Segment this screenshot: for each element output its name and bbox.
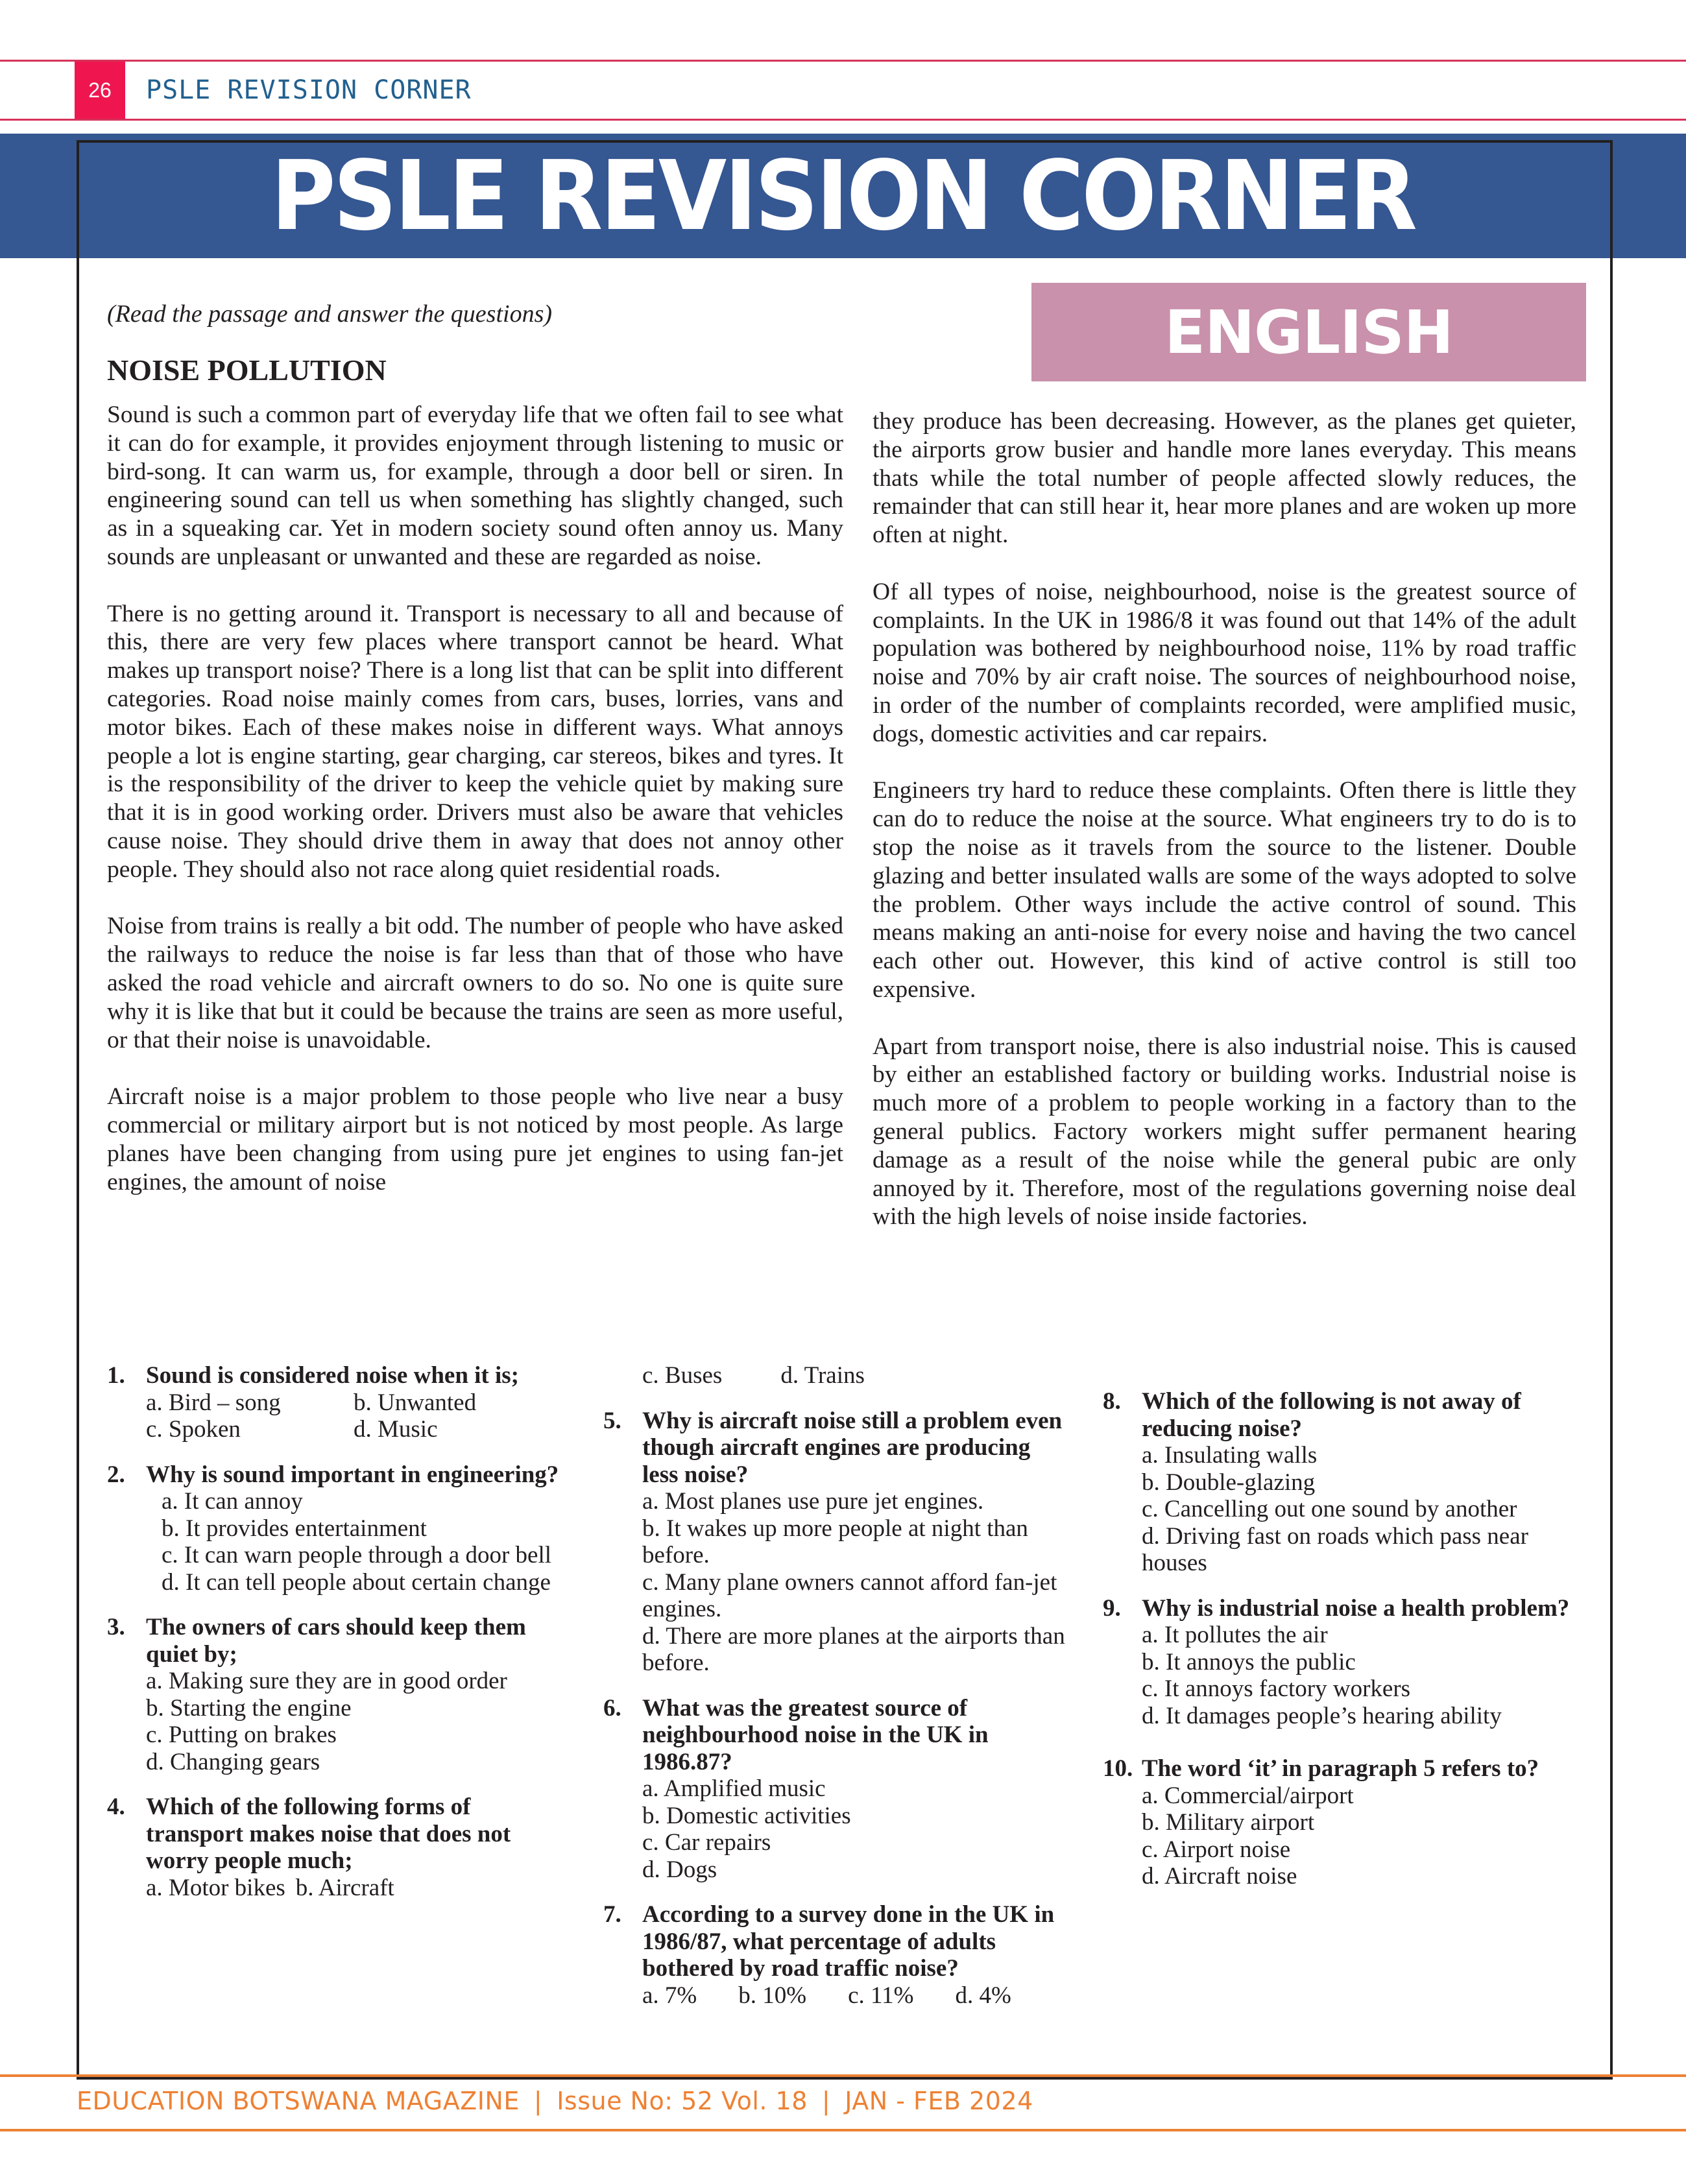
answer-option: a. It can annoy — [162, 1488, 303, 1515]
answer-options — [146, 1875, 561, 1902]
answer-option: b. Aircraft — [295, 1874, 394, 1901]
question-number: 7. — [603, 1901, 621, 1928]
question-10 — [1103, 1755, 1583, 1890]
question-7 — [603, 1901, 1070, 2009]
answer-option: a. Commercial/airport — [1142, 1782, 1354, 1809]
answer-option: a. Making sure they are in good order — [146, 1668, 507, 1694]
answer-option: b. 10% — [738, 1982, 807, 2009]
answer-option: a. Motor bikes — [146, 1874, 285, 1901]
footer-date: JAN - FEB 2024 — [845, 2087, 1033, 2115]
answer-option: d. Music — [354, 1416, 438, 1443]
footer-issue: Issue No: 52 Vol. 18 — [557, 2087, 808, 2115]
footer — [77, 2074, 1033, 2128]
question-stem: Which of the following forms of transport makes noise that does not worry people much; — [146, 1794, 511, 1874]
passage-paragraph: they produce has been decreasing. However, as the planes get quieter, the airports grow busier and handle more lanes everyday. This means thats while the total number of people affected slowly reduces, the remainder that can still hear it, hear more planes and are woken up more often at night. — [873, 408, 1576, 549]
question-number: 2. — [107, 1461, 125, 1488]
answer-option: a. Most planes use pure jet engines. — [642, 1488, 984, 1515]
answer-option: d. Trains — [780, 1362, 865, 1389]
answer-option: c. Car repairs — [642, 1829, 771, 1856]
question-number: 1. — [107, 1362, 125, 1389]
question-number: 4. — [107, 1794, 125, 1820]
answer-option: b. It provides entertainment — [162, 1515, 427, 1542]
question-8 — [1103, 1388, 1583, 1577]
passage-paragraph: Noise from trains is really a bit odd. The number of people who have asked the railways to reduce the noise is far less than that of those who have asked the road vehicle and aircraft owners to do so. No one is quite sure why it is like that but it could be because the trains are seen as more useful, or that their noise is unavoidable. — [107, 913, 843, 1053]
footer-rule-bottom — [0, 2129, 1686, 2131]
answer-option: a. It pollutes the air — [1142, 1622, 1328, 1648]
question-number: 5. — [603, 1407, 621, 1434]
question-9 — [1103, 1595, 1583, 1730]
answer-option: d. 4% — [955, 1982, 1011, 2009]
answer-options — [146, 1488, 561, 1596]
answer-options — [146, 1668, 561, 1775]
question-2 — [107, 1461, 561, 1596]
passage-paragraph: Aircraft noise is a major problem to those people who live near a busy commercial or military airport but is not noticed by most people. As large planes have been changing from using pure jet engines to using fan-jet engines, the amount of noise — [107, 1083, 843, 1195]
question-4-continued — [603, 1362, 1070, 1389]
answer-option: c. It can warn people through a door bell — [162, 1542, 552, 1568]
question-stem: According to a survey done in the UK in 1986/87, what percentage of adults bothered by road traffic noise? — [642, 1901, 1055, 1982]
question-number: 10. — [1103, 1755, 1133, 1782]
section-banner — [0, 134, 1686, 258]
answer-option: a. Insulating walls — [1142, 1442, 1318, 1469]
answer-option: d. There are more planes at the airports than before. — [642, 1622, 1065, 1676]
answer-options — [1142, 1622, 1583, 1729]
passage-column-left — [107, 401, 843, 1225]
answer-option: d. It damages people’s hearing ability — [1142, 1702, 1502, 1729]
answer-options — [642, 1982, 1070, 2010]
passage-paragraph: Of all types of noise, neighbourhood, noise is the greatest source of complaints. In the UK in 1986/8 it was found out that 14% of the adult population was bothered by neighbourhood noise, 11% by road traffic noise and 70% by air craft noise. The sources of neighbourhood noise, in order of the number of complaints recorded, were amplified music, dogs, domestic activities and car repairs. — [873, 578, 1576, 747]
question-number: 6. — [603, 1694, 621, 1722]
question-stem: The word ‘it’ in paragraph 5 refers to? — [1142, 1755, 1539, 1782]
answer-option: c. Spoken — [146, 1416, 241, 1443]
instruction-text: (Read the passage and answer the questions) — [107, 300, 553, 328]
question-6 — [603, 1695, 1070, 1884]
passage-paragraph: Engineers try hard to reduce these complaints. Often there is little they can do to reduce the noise at the source. What engineers try to do is to stop the noise as it travels from the source to the listener. Double glazing and better insulated walls are some of the ways adopted to solve the problem. Other ways include the active control of sound. This means making an anti-noise for every noise and having the two cancel each other out. However, this kind of active control is still too expensive. — [873, 777, 1576, 1003]
answer-option: b. Double-glazing — [1142, 1469, 1316, 1496]
questions-column-1 — [107, 1362, 561, 1919]
question-number: 8. — [1103, 1388, 1121, 1415]
answer-options — [1142, 1782, 1583, 1890]
passage-paragraph: There is no getting around it. Transport is necessary to all and because of this, there are very few places where transport cannot be heard. What makes up transport noise? There is a long list that can be split into different categories. Road noise mainly comes from cars, buses, lorries, vans and motor bikes. Each of these makes noise in different ways. What annoys people a lot is engine starting, gear charging, car stereos, bikes and tyres. It is the responsibility of the driver to keep the vehicle quiet by making sure that it is in good working order. Drivers must also be aware that vehicles cause noise. They should drive them in away that does not annoy other people. They should also not race along quiet residential roads. — [107, 600, 843, 883]
footer-separator: | — [821, 2087, 831, 2115]
passage-column-right — [873, 407, 1576, 1260]
answer-option: d. Dogs — [642, 1856, 717, 1883]
answer-options — [146, 1389, 561, 1443]
answer-options — [642, 1362, 1070, 1389]
page-number: 26 — [75, 62, 125, 119]
passage-paragraph: Apart from transport noise, there is also industrial noise. This is caused by either an established factory or building works. Industrial noise is much more of a problem to people working in a factory than to the general publics. Factory workers might suffer permanent hearing damage as a result of the noise while the general pubic are only annoyed by it. Therefore, most of the regulations governing noise deal with the high levels of noise inside factories. — [873, 1033, 1576, 1230]
answer-option: c. It annoys factory workers — [1142, 1675, 1411, 1702]
questions-column-2 — [603, 1362, 1070, 2027]
question-number: 9. — [1103, 1594, 1121, 1622]
question-number: 3. — [107, 1614, 125, 1640]
question-stem: Why is industrial noise a health problem? — [1142, 1594, 1570, 1622]
answer-option: a. 7% — [642, 1982, 697, 2009]
answer-option: b. It wakes up more people at night than before. — [642, 1515, 1028, 1568]
footer-separator: | — [533, 2087, 543, 2115]
answer-option: b. Unwanted — [354, 1389, 477, 1416]
answer-option: c. Buses — [642, 1362, 723, 1389]
question-stem: The owners of cars should keep them quiet by; — [146, 1614, 526, 1668]
passage-paragraph: Sound is such a common part of everyday life that we often fail to see what it can do for example, it provides enjoyment through listening to music or bird-song. It can warm us, for example, through a door bell or siren. In engineering sound can tell us when something has slightly changed, such as in a squeaking car. Yet in modern society sound often annoy us. Many sounds are unpleasant or unwanted and these are regarded as noise. — [107, 402, 843, 570]
answer-option: b. It annoys the public — [1142, 1648, 1356, 1675]
answer-option: a. Amplified music — [642, 1775, 826, 1802]
answer-options — [642, 1775, 1070, 1883]
question-1 — [107, 1362, 561, 1443]
subject-tag: ENGLISH — [1031, 283, 1586, 381]
answer-option: d. Driving fast on roads which pass near houses — [1142, 1522, 1528, 1576]
answer-option: c. Putting on brakes — [146, 1722, 337, 1748]
question-stem: Why is aircraft noise still a problem even though aircraft engines are producing less noise? — [642, 1407, 1063, 1488]
answer-option: d. Changing gears — [146, 1748, 320, 1775]
answer-option: d. It can tell people about certain change — [162, 1568, 551, 1596]
answer-option: b. Military airport — [1142, 1809, 1315, 1836]
article-title: NOISE POLLUTION — [107, 354, 387, 387]
answer-option: c. Cancelling out one sound by another — [1142, 1496, 1517, 1522]
answer-option: d. Aircraft noise — [1142, 1863, 1297, 1890]
running-section-title: PSLE REVISION CORNER — [146, 75, 472, 105]
answer-options — [642, 1488, 1070, 1677]
question-stem: Why is sound important in engineering? — [146, 1461, 559, 1488]
banner-title: PSLE REVISION CORNER — [271, 140, 1415, 252]
answer-options — [1142, 1442, 1583, 1577]
answer-option: c. Airport noise — [1142, 1836, 1291, 1863]
footer-magazine-name: EDUCATION BOTSWANA MAGAZINE — [77, 2087, 520, 2115]
answer-option: a. Bird – song — [146, 1389, 281, 1416]
question-stem: Sound is considered noise when it is; — [146, 1362, 519, 1389]
running-header — [0, 60, 1686, 121]
answer-option: b. Domestic activities — [642, 1802, 851, 1829]
question-4 — [107, 1794, 561, 1901]
questions-column-3 — [1103, 1388, 1583, 1908]
answer-option: b. Starting the engine — [146, 1694, 352, 1722]
question-3 — [107, 1614, 561, 1775]
question-5 — [603, 1408, 1070, 1677]
question-stem: Which of the following is not away of reducing noise? — [1142, 1388, 1521, 1442]
question-stem: What was the greatest source of neighbourhood noise in the UK in 1986.87? — [642, 1694, 989, 1775]
answer-option: c. Many plane owners cannot afford fan-jet engines. — [642, 1568, 1057, 1622]
answer-option: c. 11% — [848, 1982, 914, 2009]
